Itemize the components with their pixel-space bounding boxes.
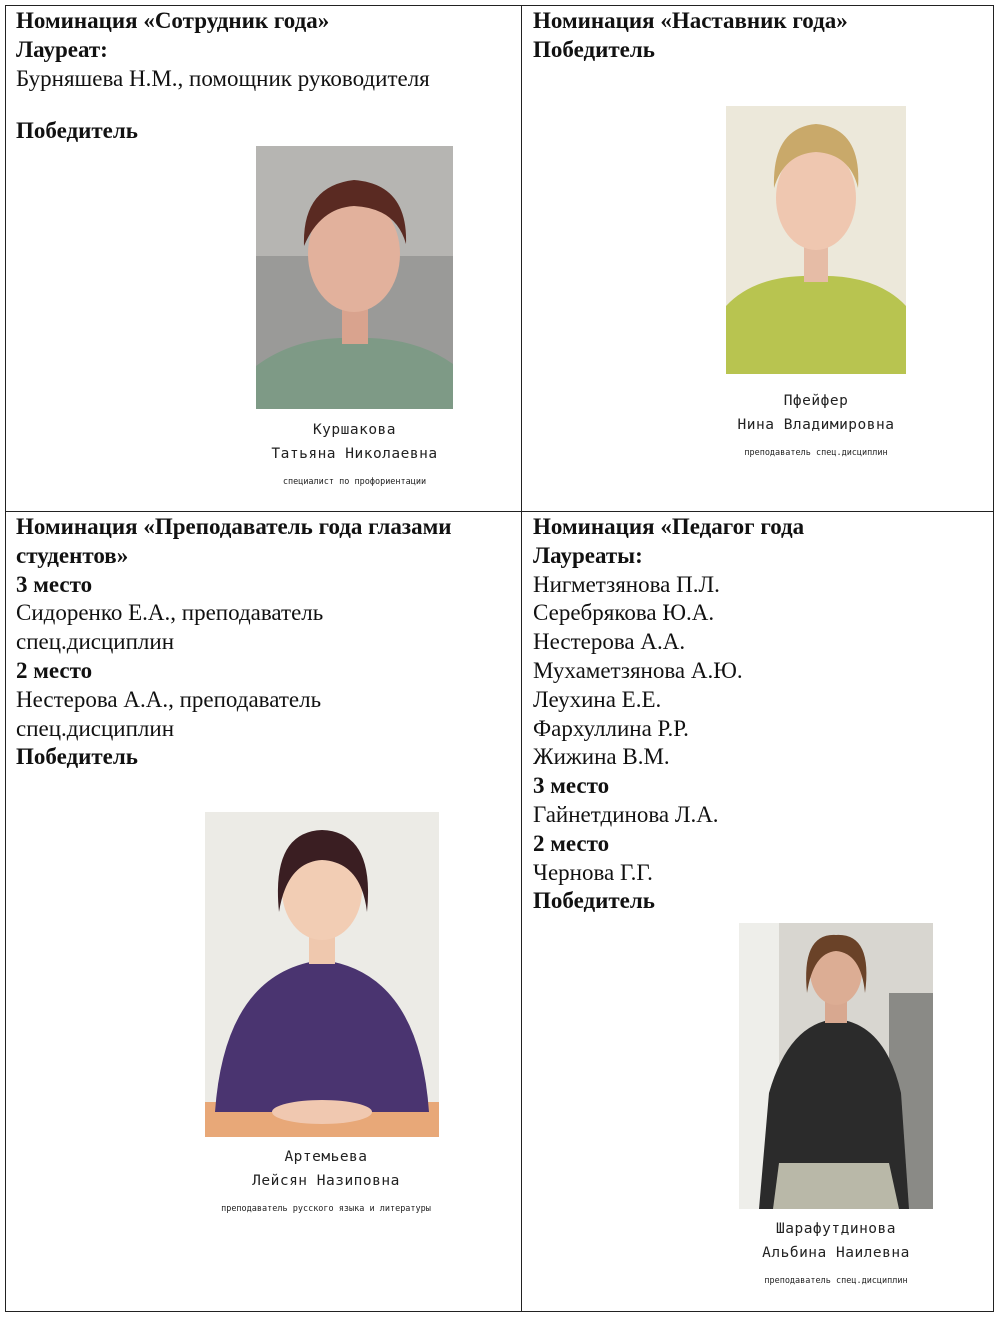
laureates-label: Лауреаты: [533, 542, 643, 568]
laureate-item: Жижина В.М. [533, 744, 670, 770]
winner-role: преподаватель спец.дисциплин [764, 1276, 908, 1286]
winner-caption [721, 1217, 951, 1289]
nomination-title: Номинация «Педагог года [533, 514, 805, 539]
winner-surname: Артемьева [284, 1149, 368, 1165]
table-divider-vertical [521, 5, 522, 1312]
place-line1: Сидоренко Е.А., преподаватель [16, 600, 324, 626]
winner-label: Победитель [16, 118, 138, 144]
place-label: 2 место [533, 830, 610, 856]
nomination-title-line2: студентов» [16, 542, 129, 568]
laureate-item: Нестерова А.А. [533, 629, 686, 655]
winner-name: Нина Владимировна [737, 417, 895, 433]
winner-label: Победитель [16, 744, 138, 770]
winner-photo [256, 146, 453, 409]
winner-caption [256, 418, 453, 490]
winner-label: Победитель [533, 36, 655, 62]
nomination-title-line1: Номинация «Преподаватель года глазами [16, 514, 452, 539]
place-label: 3 место [533, 773, 610, 799]
winner-surname: Шарафутдинова [776, 1221, 896, 1237]
laureate-item: Фархуллина Р.Р. [533, 715, 689, 741]
place-line2: спец.дисциплин [16, 715, 175, 741]
place-line2: спец.дисциплин [16, 629, 175, 655]
winner-photo [205, 812, 439, 1137]
portrait-photo-icon [739, 923, 933, 1209]
portrait-photo-icon [256, 146, 453, 409]
laureate-item: Леухина Е.Е. [533, 686, 662, 712]
laureate-text: Бурняшева Н.М., помощник руководителя [16, 65, 430, 91]
winner-label: Победитель [533, 888, 655, 914]
winner-surname: Куршакова [312, 422, 397, 438]
table-divider-horizontal [5, 511, 994, 512]
place-line1: Нестерова А.А., преподаватель [16, 686, 322, 712]
winner-caption [176, 1145, 476, 1217]
nomination-title: Номинация «Сотрудник года» [16, 8, 330, 33]
laureate-item: Нигметзянова П.Л. [533, 571, 720, 597]
winner-role: специалист по профориентации [282, 477, 427, 487]
winner-role: преподаватель русского языка и литературы [221, 1204, 431, 1214]
portrait-photo-icon [726, 106, 906, 374]
winner-role: преподаватель спец.дисциплин [744, 448, 888, 458]
winner-photo [726, 106, 906, 374]
winner-photo [739, 923, 933, 1209]
place-label: 3 место [16, 571, 93, 597]
winner-caption [716, 389, 916, 461]
winner-name: Альбина Наилевна [762, 1245, 910, 1261]
winner-surname: Пфейфер [783, 393, 849, 409]
place-label: 2 место [16, 657, 93, 683]
laureate-label: Лауреат: [16, 36, 108, 62]
laureate-item: Серебрякова Ю.А. [533, 600, 715, 626]
laureate-item: Мухаметзянова А.Ю. [533, 657, 743, 683]
place-name: Гайнетдинова Л.А. [533, 801, 719, 827]
nomination-title: Номинация «Наставник года» [533, 8, 848, 33]
winner-name: Лейсян Назиповна [252, 1173, 400, 1189]
winner-name: Татьяна Николаевна [271, 446, 438, 462]
place-name: Чернова Г.Г. [533, 859, 653, 885]
portrait-photo-icon [205, 812, 439, 1137]
